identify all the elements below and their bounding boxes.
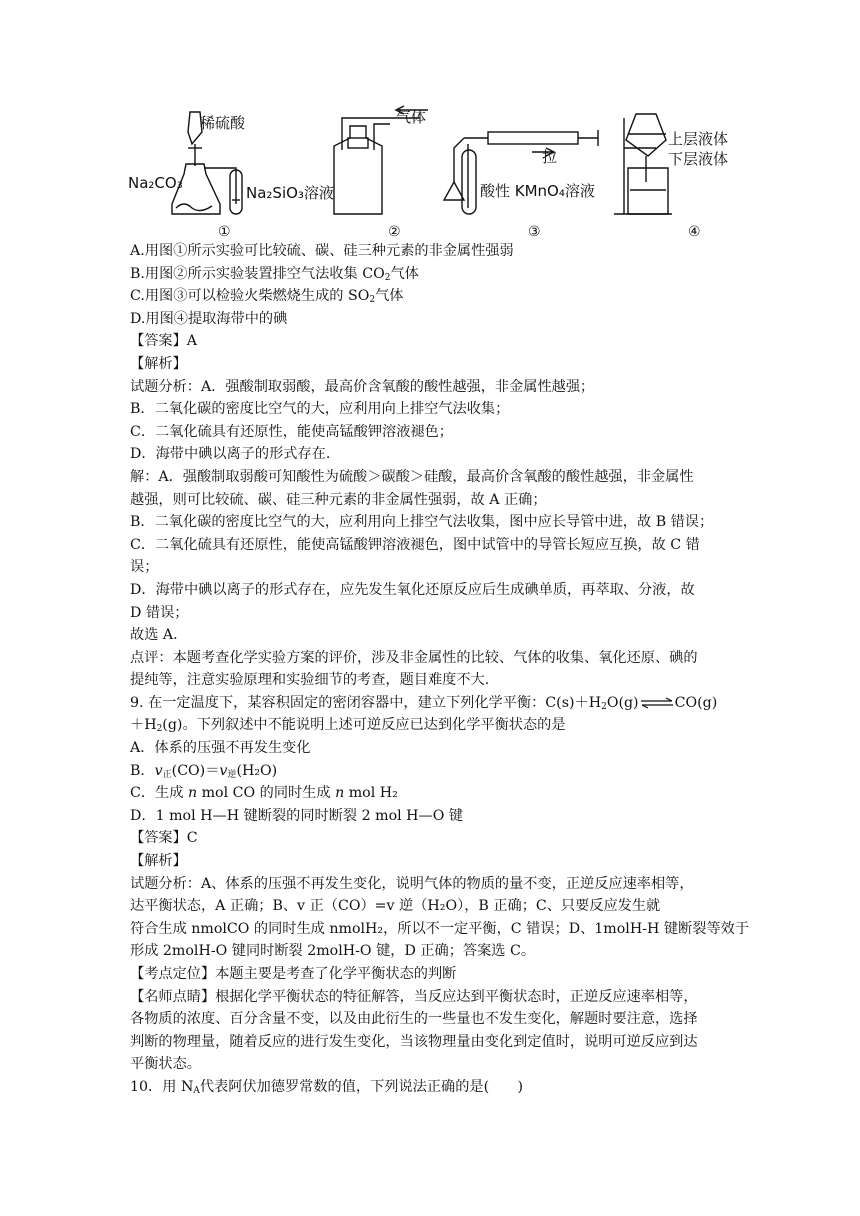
q9-teacher-tip-line: 平衡状态。: [130, 1056, 201, 1073]
q9-stem-sub: 2: [601, 701, 607, 712]
q8-option-b-end: 气体: [390, 265, 419, 282]
q9-stem-line1: [130, 692, 736, 715]
q8-analysis-line: D．海带中碘以离子的形式存在.: [130, 446, 331, 463]
q9-option-b-sub: 正: [162, 769, 172, 780]
q9-option-b-var: v: [219, 762, 228, 779]
q8-solution-line: 故选 A.: [130, 627, 178, 644]
q8-comment-line: 点评：本题考查化学实验方案的评价，涉及非金属性的比较、气体的收集、氧化还原、碘的: [130, 649, 698, 666]
q9-analysis-line: 符合生成 nmolCO 的同时生成 nmolH₂，所以不一定平衡，C 错误；D、1molH-H 键断裂等效于: [130, 920, 750, 937]
q10-stem-text: 代表阿伏加德罗常数的值，下列说法正确的是( ): [199, 1078, 524, 1095]
q8-option-b: [130, 263, 736, 286]
q9-teacher-tip-line: 判断的物理量，随着反应的进行发生变化，当该物理量由变化到定值时，说明可逆反应到达: [130, 1033, 698, 1050]
q9-stem-text: O(g): [606, 694, 639, 711]
q9-analysis-line: 达平衡状态，A 正确；B、v 正（CO）=v 逆（H₂O），B 正确；C、只要反应发生就: [130, 898, 661, 915]
fig3-number: ③: [528, 224, 541, 240]
q9-option-d: D．1 mol H—H 键断裂的同时断裂 2 mol H—O 键: [130, 807, 464, 824]
q9-option-c-text: mol CO 的同时生成: [197, 785, 336, 802]
q8-option-c: [130, 285, 736, 308]
q9-knowledge-point: 【考点定位】本题主要是考查了化学平衡状态的判断: [130, 966, 457, 982]
fig1-label-carbonate: Na₂CO₃: [128, 174, 183, 192]
q9-option-c-var: n: [335, 785, 345, 802]
fig4-label-lower: 下层液体: [668, 150, 729, 168]
q9-stem-line2: [130, 714, 736, 737]
q8-option-c-text: C.用图③可以检验火柴燃烧生成的 SO: [130, 288, 370, 305]
fig3-label-solution: 酸性 KMnO₄溶液: [480, 182, 595, 200]
q8-solution-line: D 错误；: [130, 604, 189, 621]
q8-answer: 【答案】A: [130, 333, 197, 350]
q9-option-c: [130, 782, 736, 805]
q8-comment-line: 提纯等，注意实验原理和实验细节的考查，题目难度不大.: [130, 672, 490, 689]
q9-stem-text: ＋H: [130, 717, 157, 734]
q9-option-c-var: n: [187, 785, 198, 802]
q9-option-b: [130, 760, 736, 783]
q9-stem-text: (g)。下列叙述中不能说明上述可逆反应已达到化学平衡状态的是: [162, 717, 566, 734]
q8-solution-line: 解：A．强酸制取弱酸可知酸性为硫酸＞碳酸＞硅酸，最高价含氧酸的酸性越强，非金属性: [130, 468, 694, 485]
fig2-label-gas: 气体: [396, 108, 427, 126]
q8-solution-line: B．二氧化碳的密度比空气的大，应利用向上排空气法收集，图中应长导管中进，故 B 错误；: [130, 514, 714, 531]
q8-solution-line: C．二氧化硫具有还原性，能使高锰酸钾溶液褪色，图中试管中的导管长短应互换，故 C 错: [130, 536, 700, 553]
q9-option-b-text: (H₂O): [236, 762, 278, 779]
apparatus-drawing: [128, 104, 748, 244]
q9-option-c-text: C．生成: [130, 785, 188, 802]
q9-analysis-line: 试题分析：A、体系的压强不再发生变化，说明气体的物质的量不变，正逆反应速率相等，: [130, 875, 694, 892]
q8-option-b-text: B.用图②所示实验装置排空气法收集 CO: [130, 265, 385, 282]
q10-stem-text: 10．用 N: [130, 1078, 194, 1095]
q8-analysis-line: 试题分析：A．强酸制取弱酸，最高价含氧酸的酸性越强，非金属性越强；: [130, 378, 595, 395]
q9-option-b-text: B．: [130, 762, 155, 779]
fig1-label-silicate: Na₂SiO₃溶液: [246, 184, 334, 202]
q9-option-b-sub: 逆: [227, 769, 237, 780]
fig4-number: ④: [688, 224, 701, 240]
document-body: [130, 240, 750, 1099]
q8-option-c-sub: 2: [369, 295, 376, 306]
q9-option-b-var: v: [154, 762, 163, 779]
q9-answer: 【答案】C: [130, 830, 198, 847]
q8-solution-line: 误；: [130, 559, 159, 576]
q9-stem-sub: 2: [156, 724, 163, 735]
q8-analysis-tag: 【解析】: [130, 355, 187, 372]
q8-option-d: D.用图④提取海带中的碘: [130, 310, 288, 327]
q9-stem-text: CO(g): [674, 694, 718, 711]
fig1-number: ①: [218, 224, 231, 240]
q8-solution-line: D．海带中碘以离子的形式存在，应先发生氧化还原反应后生成碘单质，再萃取、分液，故: [130, 581, 695, 598]
q9-teacher-tip-line: 【名师点睛】根据化学平衡状态的特征解答，当反应达到平衡状态时，正逆反应速率相等，: [130, 988, 698, 1005]
q9-analysis-tag: 【解析】: [130, 853, 187, 870]
q10-stem: [130, 1076, 736, 1099]
q9-option-b-text: (CO)＝: [171, 762, 220, 779]
q8-option-a: A.用图①所示实验可比较硫、碳、硅三种元素的非金属性强弱: [130, 243, 514, 259]
q9-teacher-tip-line: 各物质的浓度、百分含量不变，以及由此衍生的一些量也不发生变化，解题时要注意，选择: [130, 1011, 698, 1028]
q9-analysis-line: 形成 2molH-O 键同时断裂 2molH-O 键，D 正确；答案选 C。: [130, 943, 536, 960]
fig3-label-pull: 拉: [542, 148, 558, 166]
q8-option-c-end: 气体: [375, 288, 404, 305]
fig2-number: ②: [388, 224, 401, 240]
q8-analysis-line: B．二氧化碳的密度比空气的大，应利用向上排空气法收集；: [130, 401, 510, 418]
equilibrium-arrow-icon: [639, 697, 675, 709]
q8-solution-line: 越强，则可比较硫、碳、硅三种元素的非金属性强弱，故 A 正确；: [130, 491, 547, 508]
q9-stem-text: 9. 在一定温度下，某容积固定的密闭容器中，建立下列化学平衡：C(s)＋H: [130, 694, 602, 711]
q8-option-b-sub: 2: [384, 272, 391, 283]
q8-analysis-line: C．二氧化硫具有还原性，能使高锰酸钾溶液褪色；: [130, 423, 453, 440]
apparatus-figure: [128, 104, 748, 244]
q10-stem-sub: A: [193, 1085, 200, 1096]
fig4-label-upper: 上层液体: [668, 130, 729, 148]
q9-option-a: A．体系的压强不再发生变化: [130, 740, 311, 757]
q9-option-c-text: mol H₂: [344, 785, 398, 802]
fig1-label-acid: 稀硫酸: [200, 114, 246, 132]
